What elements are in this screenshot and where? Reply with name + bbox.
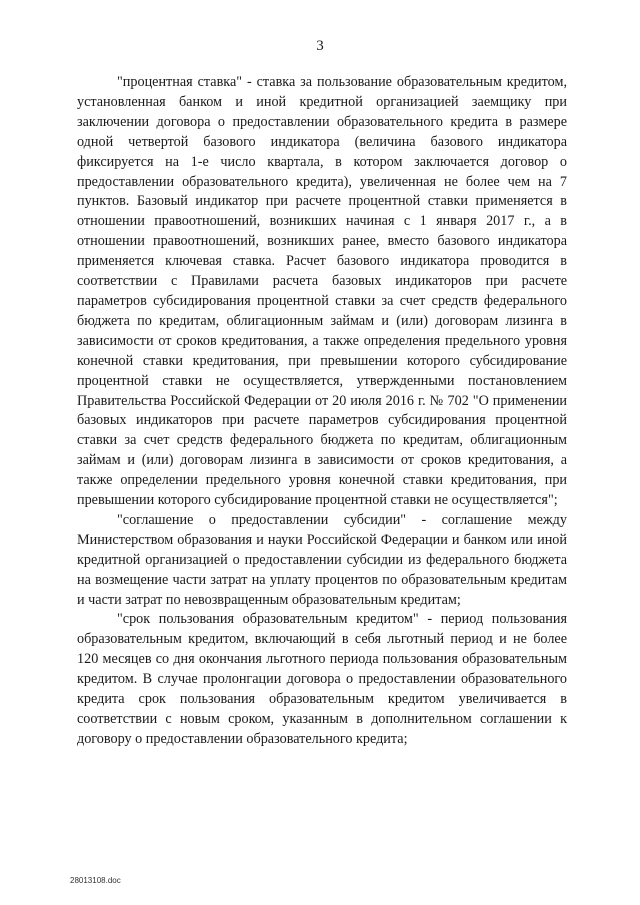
definition-credit-period: "срок пользования образовательным кредитом" - период пользования образовательным кредитом, включающий в себя льготный период и не более 120 месяцев со дня окончания льготного периода пользования образовательным кредитом. В случае пролонгации договора о предоставлении образовательного кредита срок пользования образовательным кредитом увеличивается в соответствии с новым сроком, указанным в дополнительном соглашении к договору о предоставлении образовательного кредита; (77, 611, 567, 747)
definition-interest-rate: "процентная ставка" - ставка за пользование образовательным кредитом, установленная банком и иной кредитной организацией заемщику при заключении договора о предоставлении образовательного кредита в размере одной четвертой базового индикатора (величина базового индикатора фиксируется на 1-е число квартала, в котором заключается договор о предоставлении образовательного кредита), увеличенная не более чем на 7 пунктов. Базовый индикатор при расчете процентной ставки применяется в отношении правоотношений, возникших начиная с 1 января 2017 г., а в отношении правоотношений, возникших ранее, вместо базового индикатора применяется ключевая ставка. Расчет базового индикатора проводится в соответствии с Правилами расчета базовых индикаторов при расчете параметров субсидирования процентной ставки за счет средств федерального бюджета по кредитам, облигационным займам и (или) договорам лизинга в зависимости от сроков кредитования, а также определения предельного уровня конечной ставки кредитования, при превышении которого субсидирование процентной ставки не осуществляется, утвержденными постановлением Правительства Российской Федерации от 20 июля 2016 г. № 702 "О применении базовых индикаторов при расчете параметров субсидирования процентной ставки за счет средств федерального бюджета по кредитам, облигационным займам и (или) договорам лизинга в зависимости от сроков кредитования, а также определении предельного уровня конечной ставки кредитования, при превышении которого субсидирование процентной ставки не осуществляется"; (77, 74, 567, 509)
page-number: 3 (316, 38, 324, 54)
document-body (77, 73, 567, 750)
definition-subsidy-agreement: "соглашение о предоставлении субсидии" - соглашение между Министерством образования и науки Российской Федерации и банком или иной кредитной организацией о предоставлении субсидии из федерального бюджета на возмещение части затрат на уплату процентов по образовательным кредитам и части затрат по невозвращенным образовательным кредитам; (77, 511, 567, 608)
footer-file-code: 28013108.doc (70, 876, 121, 885)
